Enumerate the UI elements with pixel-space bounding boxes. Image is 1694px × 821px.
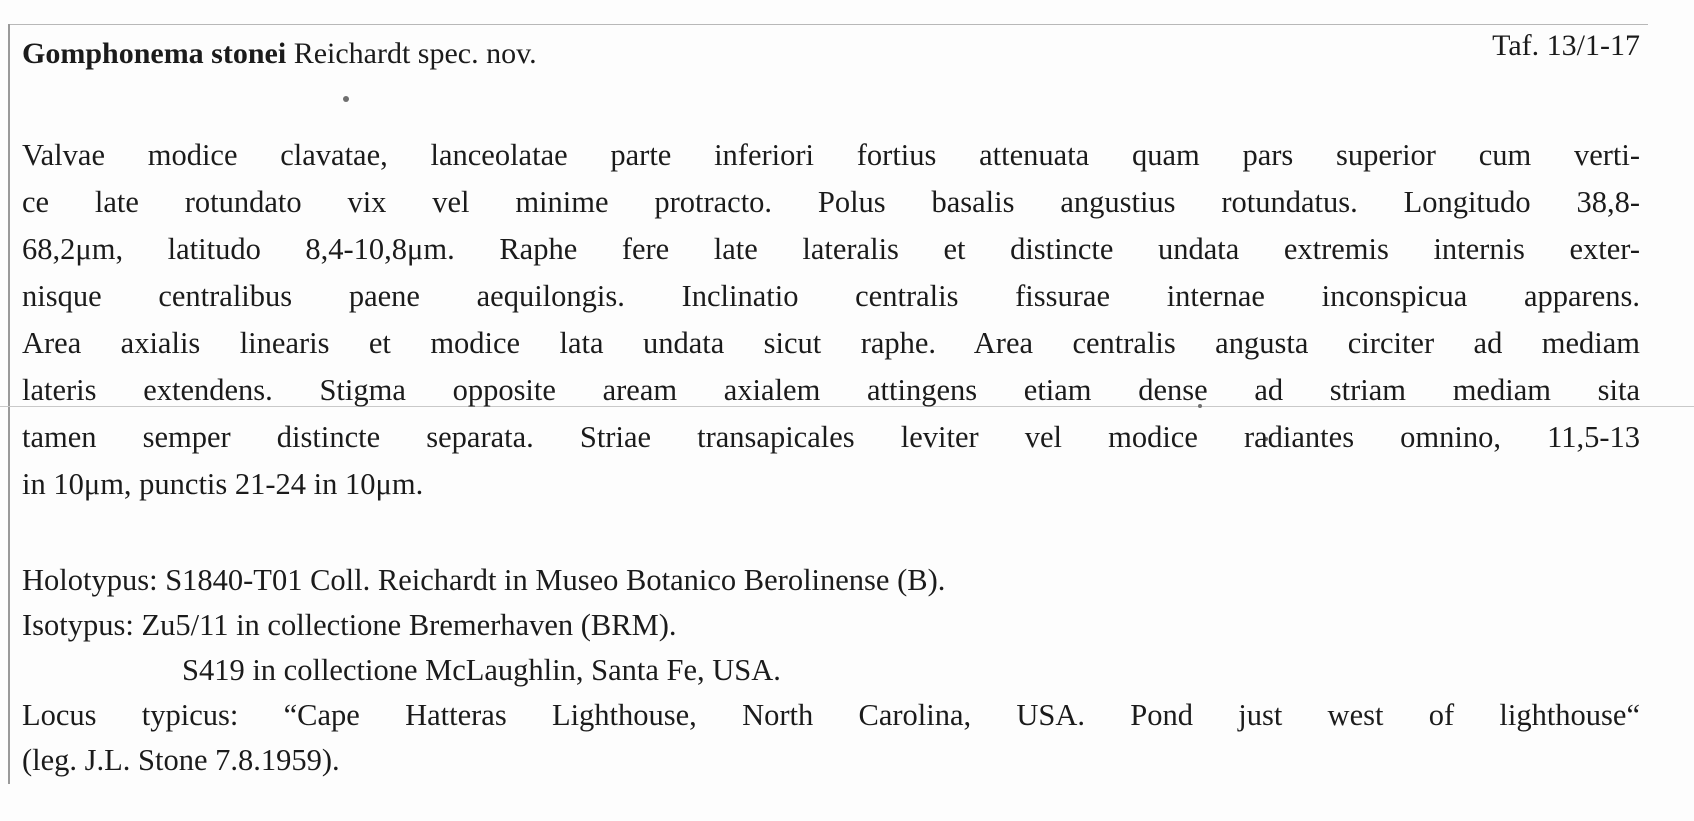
diagnosis-line: nisque centralibus paene aequilongis. Inclinatio centralis fissurae internae inconspicua apparens. [22,279,1640,313]
authority: Reichardt spec. nov. [293,37,537,70]
diagnosis-line: ce late rotundato vix vel minime protracto. Polus basalis angustius rotundatus. Longitudo 38,8- [22,185,1640,219]
locus-typicus-line: Locus typicus: “Cape Hatteras Lighthouse, North Carolina, USA. Pond just west of lighthouse“ [22,698,1640,732]
isotype-line: Isotypus: Zu5/11 in collectione Bremerhaven (BRM). [22,608,677,642]
diagnosis-line: tamen semper distincte separata. Striae transapicales leviter vel modice radiantes omnino, 11,5-13 [22,420,1640,454]
type-information [22,558,1640,783]
scan-border-left [8,24,10,784]
holotype-line: Holotypus: S1840-T01 Coll. Reichardt in Museo Botanico Berolinense (B). [22,563,946,597]
diagnosis-line: Valvae modice clavatae, lanceolatae parte inferiori fortius attenuata quam pars superior cum verti- [22,138,1640,172]
title-row [22,29,1640,72]
diagnosis-line: Area axialis linearis et modice lata undata sicut raphe. Area centralis angusta circiter ad mediam [22,326,1640,360]
species-name: Gomphonema stonei [22,37,287,70]
scan-border-top [8,24,1648,25]
latin-diagnosis [22,132,1640,508]
diagnosis-line: 68,2μm, latitudo 8,4-10,8μm. Raphe fere late lateralis et distincte undata extremis internis exter- [22,232,1640,266]
collector-line: (leg. J.L. Stone 7.8.1959). [22,743,340,777]
isotype-line-2: S419 in collectione McLaughlin, Santa Fe, USA. [182,653,781,687]
diagnosis-line: lateris extendens. Stigma opposite aream axialem attingens etiam dense ad striam mediam sita [22,373,1640,407]
diagnosis-line: in 10μm, punctis 21-24 in 10μm. [22,467,424,501]
species-description [22,29,1640,783]
plate-reference: Taf. 13/1-17 [1492,29,1640,62]
